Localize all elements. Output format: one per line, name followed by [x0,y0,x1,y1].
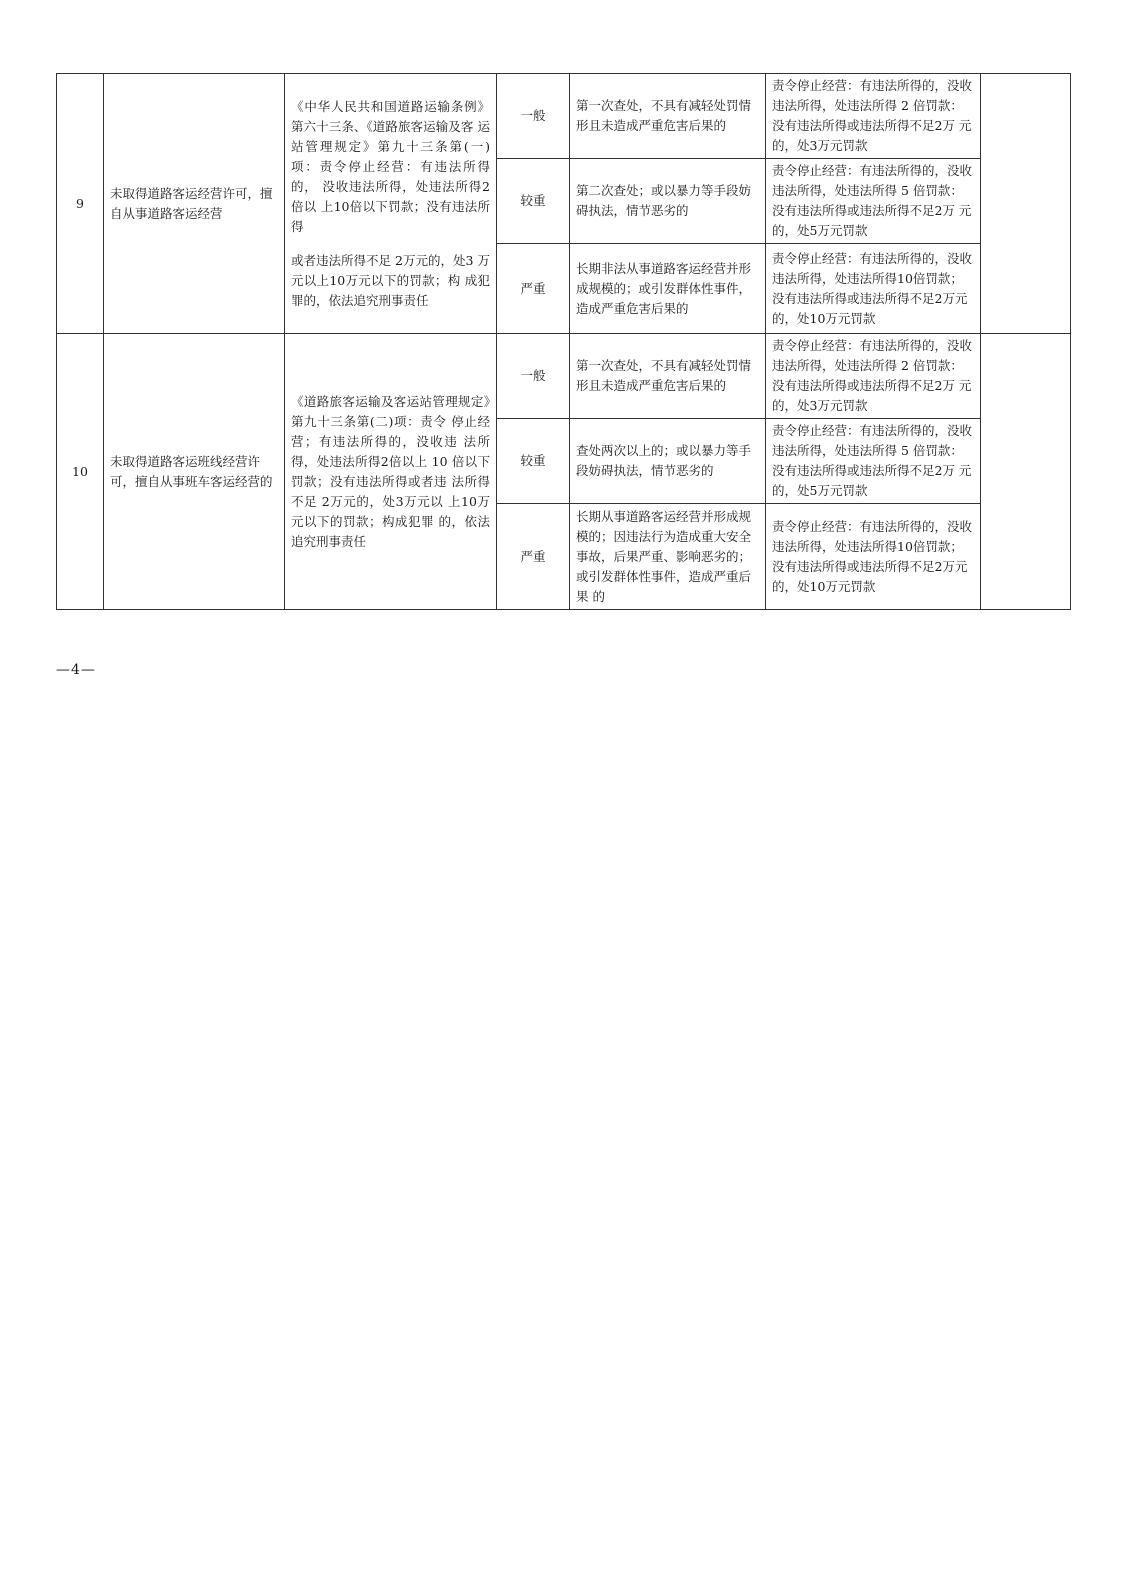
severity-level: 较重 [497,419,570,504]
penalty-standard: 责令停止经营：有违法所得的，没收违法所得，处违法所得10倍罚款；没有违法所得或违法所得不足2万元的，处10万元罚款 [766,244,981,334]
severity-level: 一般 [497,334,570,419]
item-number: 10 [57,334,104,610]
severity-level: 较重 [497,159,570,244]
penalty-standard: 责令停止经营：有违法所得的，没收违法所得，处违法所得 2 倍罚款： 没有违法所得或违法所得不足2万 元的，处3万元罚款 [766,334,981,419]
penalty-standard: 责令停止经营：有违法所得的，没收违法所得，处违法所得 5 倍罚款： 没有违法所得或违法所得不足2万 元的，处5万元罚款 [766,419,981,504]
legal-basis [285,74,497,334]
page-number: —4— [56,662,96,678]
circumstance: 第一次查处，不具有减轻处罚情形且未造成严重危害后果的 [570,74,766,159]
legal-basis-text: 《道路旅客运输及客运站管理规定》第九十三条第(二)项：责令 停止经营；有违法所得的，没收违 法所得，处违法所得2倍以上 10 倍以下罚款；没有违法所得或者违 法所得不足 2万元的，处3万元以 上10万元以下的罚款；构成犯罪 的，依法追究刑事责任 [291,393,490,549]
violation-behavior: 未取得道路客运经营许可，擅自从事道路客运经营 [104,74,285,334]
legal-basis-text-continued: 或者违法所得不足 2万元的，处3 万元以上10万元以下的罚款；构 成犯罪的，依法追究刑事责任 [291,252,490,308]
circumstance: 第二次查处；或以暴力等手段妨碍执法，情节恶劣的 [570,159,766,244]
severity-level: 严重 [497,504,570,610]
legal-basis-text: 《中华人民共和国道路运输条例》 第六十三条、《道路旅客运输及客 运站管理规定》第九十三条第(一) 项：责令停止经营：有违法所得的， 没收违法所得，处违法所得2倍以 上10倍以下罚款；没有违法所得 [291,98,490,234]
table-row [57,334,1071,419]
remark-cell [981,334,1071,610]
penalty-standard: 责令停止经营：有违法所得的，没收违法所得，处违法所得 2 倍罚款： 没有违法所得或违法所得不足2万 元的，处3万元罚款 [766,74,981,159]
severity-level: 一般 [497,74,570,159]
penalty-standard: 责令停止经营：有违法所得的，没收违法所得，处违法所得 5 倍罚款： 没有违法所得或违法所得不足2万 元的，处5万元罚款 [766,159,981,244]
severity-level: 严重 [497,244,570,334]
violation-behavior: 未取得道路客运班线经营许可，擅自从事班车客运经营的 [104,334,285,610]
table-row [57,74,1071,159]
circumstance: 长期从事道路客运经营并形成规模的；因违法行为造成重大安全事故，后果严重、影响恶劣的；或引发群体性事件，造成严重后果 的 [570,504,766,610]
circumstance: 第一次查处，不具有减轻处罚情形且未造成严重危害后果的 [570,334,766,419]
penalty-standard: 责令停止经营：有违法所得的，没收违法所得，处违法所得10倍罚款；没有违法所得或违法所得不足2万元的，处10万元罚款 [766,504,981,610]
penalty-standards-table [56,73,1071,610]
circumstance: 长期非法从事道路客运经营并形成规模的；或引发群体性事件，造成严重危害后果的 [570,244,766,334]
item-number: 9 [57,74,104,334]
circumstance: 查处两次以上的；或以暴力等手段妨碍执法，情节恶劣的 [570,419,766,504]
legal-basis [285,334,497,610]
remark-cell [981,74,1071,334]
